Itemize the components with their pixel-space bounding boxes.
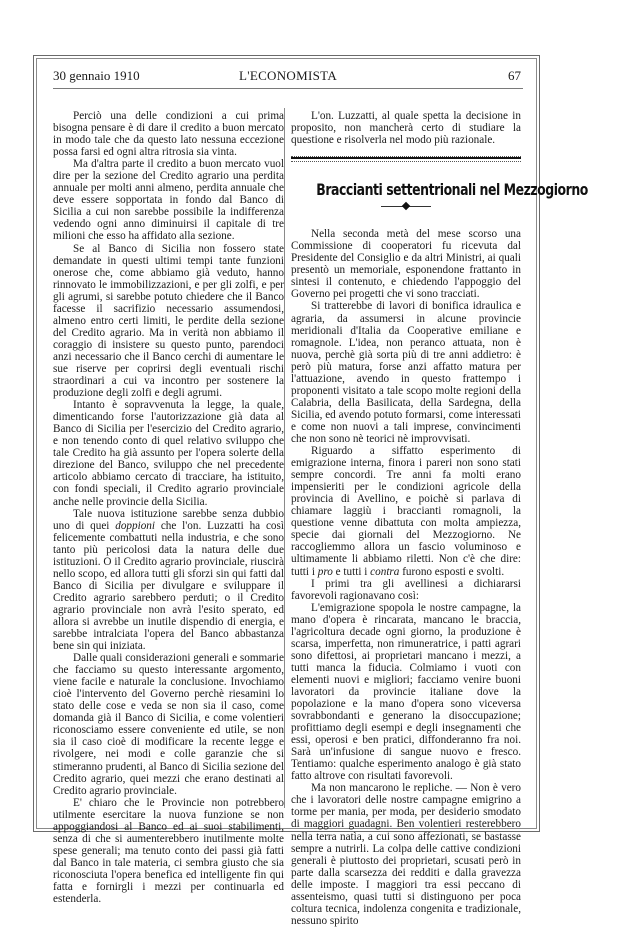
running-header xyxy=(53,62,523,84)
paragraph: Se al Banco di Sicilia non fossero state demandate in questi ultimi tempi tante funzioni onerose che, come abbiamo già veduto, hanno rinnovato le immobilizzazioni, e per gli zolfi, e per gli agrumi, si sarebbe potuto chiedere che il Banco facesse il sacrifizio necessario assumendosi, almeno entro certi limiti, le perdite della sezione del Credito agrario. Ma in verità non abbiamo il coraggio di insistere su questo punto, parendoci anzi necessario che il Banco cerchi di aumentare le sue riserve per coprirsi degli eventuali rischi straordinari a cui va incontro per sostenere la produzione degli zolfi e degli agrumi. xyxy=(53,242,284,400)
right-column xyxy=(291,110,588,927)
paragraph xyxy=(291,445,521,578)
paragraph: Nella seconda metà del mese scorso una Commissione di cooperatori fu ricevuta dal Presidente del Consiglio e da altri Ministri, ai quali presentò un memoriale, esponendone frattanto in sintesi il contenuto, e chiedendo l'appoggio del Governo pei progetti che vi sono tracciati. xyxy=(291,228,521,301)
article-title: Braccianti settentrionali nel Mezzogiorno xyxy=(316,180,588,200)
paragraph: Dalle quali considerazioni generali e sommarie che facciamo su questo interessante argomento, viene facile e naturale la conclusione. Invochiamo cioè l'intervento del Governo perchè riesamini lo stato delle cose e veda se non sia il caso, come domanda già il Banco di Sicilia, e come volentieri riconosciamo essere conveniente ed utile, se non sia il caso cioè di modificare la recente legge e rivolgere, nei modi e colle garanzie che si stimeranno prudenti, al Banco di Sicilia sezione del Credito agrario, quei mezzi che erano destinati al Credito agrario provinciale. xyxy=(53,652,284,797)
journal-title: L'ECONOMISTA xyxy=(238,68,338,83)
paragraph: Intanto è sopravvenuta la legge, la quale, dimenticando forse l'autorizzazione già data al Banco di Sicilia per l'esercizio del Credito agrario, e non tenendo conto di quel relativo sviluppo che tale Credito ha già assunto per l'opera solerte della direzione del Banco, sviluppo che nel precedente articolo abbiamo cercato di tracciare, ha istituito, con fondi speciali, il Credito agrario provinciale anche nelle provincie della Sicilia. xyxy=(53,399,284,508)
section-separator-rule xyxy=(291,156,521,162)
italic-term: contra xyxy=(370,565,400,578)
paragraph: Ma non mancarono le repliche. — Non è vero che i lavoratori delle nostre campagne emigrino a torme per mania, per moda, per desiderio smodato di maggiori guadagni. Ben volentieri resterebbero nella terra natìa, a cui sono affezionati, se bastasse sempre a nutrirli. La colpa delle cattive condizioni generali è piuttosto dei proprietari, scusati però in parte dalla scarsezza dei redditi e dalla gravezza delle imposte. I maggiori tra essi peccano di assenteismo, quasi tutti si distinguono per poca coltura tecnica, indolenza congenita e tradizionale, nessuno spirito xyxy=(291,782,521,927)
paragraph: E' chiaro che le Provincie non potrebbero utilmente esercitare la nuova funzione se non appoggiandosi al Banco ed ai suoi stabilimenti, senza di che si aumenterebbero inutilmente molte spese generali; ma tenuto conto dei passi già fatti dal Banco in tale materia, ci sembra giusto che sia riconosciuta l'opera benefica ed intelligente fin qui fatta e fornirgli i mezzi per continuarla ed estenderla. xyxy=(53,796,284,906)
paragraph: I primi tra gli avellinesi a dichiararsi favorevoli ragionavano così: xyxy=(291,577,521,602)
header-date: 30 gennaio 1910 xyxy=(53,68,140,83)
paragraph: Si tratterebbe di lavori di bonifica idraulica e agraria, da assumersi in alcune provincie meridionali d'Italia da Cooperative emiliane e romagnole. L'idea, non peranco attuata, non è nuova, perchè già sorta più di tre anni addietro: è però più matura, forse anzi affatto matura per l'attuazione, avendo in questo frattempo i proponenti visitato a tale scopo molte regioni della Calabria, della Basilicata, della Sardegna, della Sicilia, ed avendo potuto formarsi, come interessati e come non nuovi a tali imprese, convincimenti che non sono nè teorici nè improvvisati. xyxy=(291,300,521,445)
header-rule xyxy=(53,88,523,89)
paragraph xyxy=(53,508,284,653)
text-run: che l'on. Luzzatti ha così felicemente combattuti nella industria, e che sono tanto più pericolosi data la natura delle due istituzioni. O il Credito agrario provinciale, riuscirà nello scopo, ed allora tutti gli sforzi sin qui fatti dal Banco di Sicilia per divulgare e sviluppare il Credito agrario sarebbero perduti; o il Credito agrario provinciale non avrà l'esito sperato, ed allora si avrebbe un inutile dispendio di energia, e sarebbe intralciata l'opera del Banco abbastanza bene sin qui iniziata. xyxy=(53,519,284,653)
paragraph: Perciò una delle condizioni a cui prima bisogna pensare è di dare il credito a buon mercato in modo tale che da questo lato nessuna eccezione possa farsi ed ogni altra ritrosia sia vinta. xyxy=(53,110,284,159)
text-run: Riguardo a siffatto esperimento di emigrazione interna, finora i pareri non sono stati sempre concordi. Tre anni fa molti erano impensieriti per le condizioni agricole della provincia di Avellino, e poichè si parlava di chiamare laggiù i braccianti romagnoli, la questione venne dibattuta con molta ampiezza, specie dai giornali del Mezzogiorno. Ne raccogliemmo allora un fascio voluminoso e ultimamente li abbiamo riletti. Non c'è che dire: tutti i xyxy=(291,445,521,578)
diamond-ornament-icon xyxy=(381,202,431,210)
paragraph: L'emigrazione spopola le nostre campagne, la mano d'opera è rincarata, mancano le braccia, l'agricoltura decade ogni giorno, la produzione è scarsa, imperfetta, non rimuneratrice, i patti agrari sono difettosi, ai proprietari mancano i mezzi, a tutti manca la fiducia. Colmiamo i vuoti con elementi nuovi e migliori; facciamo venire buoni lavoratori da provincie italiane dove la popolazione e la mano d'opera sono viceversa sovrabbondanti e generano la disoccupazione; profittiamo degli esempi e degli insegnamenti che essi, operosi e ben pratici, diffonderanno fra noi. Sarà un'infusione di sangue nuovo e fresco. Tentiamo: qualche esperimento analogo è già stato fatto altrove con risultati favorevoli. xyxy=(291,601,521,783)
text-run: e tutti i xyxy=(332,565,371,578)
column-divider xyxy=(284,108,285,808)
left-column xyxy=(53,110,284,905)
paragraph: L'on. Luzzatti, al quale spetta la decisione in proposito, non mancherà certo di studiare la questione e risolverla nel modo più razionale. xyxy=(291,110,521,147)
paragraph: Ma d'altra parte il credito a buon mercato vuol dire per la sezione del Credito agrario una perdita annuale per molti anni almeno, perdita annuale che deve essere sopportata in fondo dal Banco di Sicilia a cui non sarebbe possibile la indifferenza vedendo ogni anno diminuirsi il capitale di tre milioni che esso ha affidato alla sezione. xyxy=(53,158,284,243)
italic-term: pro xyxy=(317,565,333,578)
text-run: furono esposti e svolti. xyxy=(399,565,505,578)
italic-term: doppioni xyxy=(115,519,155,532)
page-number: 67 xyxy=(508,68,521,83)
text-run: Tale nuova istituzione sarebbe senza dubbio uno di quei xyxy=(53,507,284,532)
